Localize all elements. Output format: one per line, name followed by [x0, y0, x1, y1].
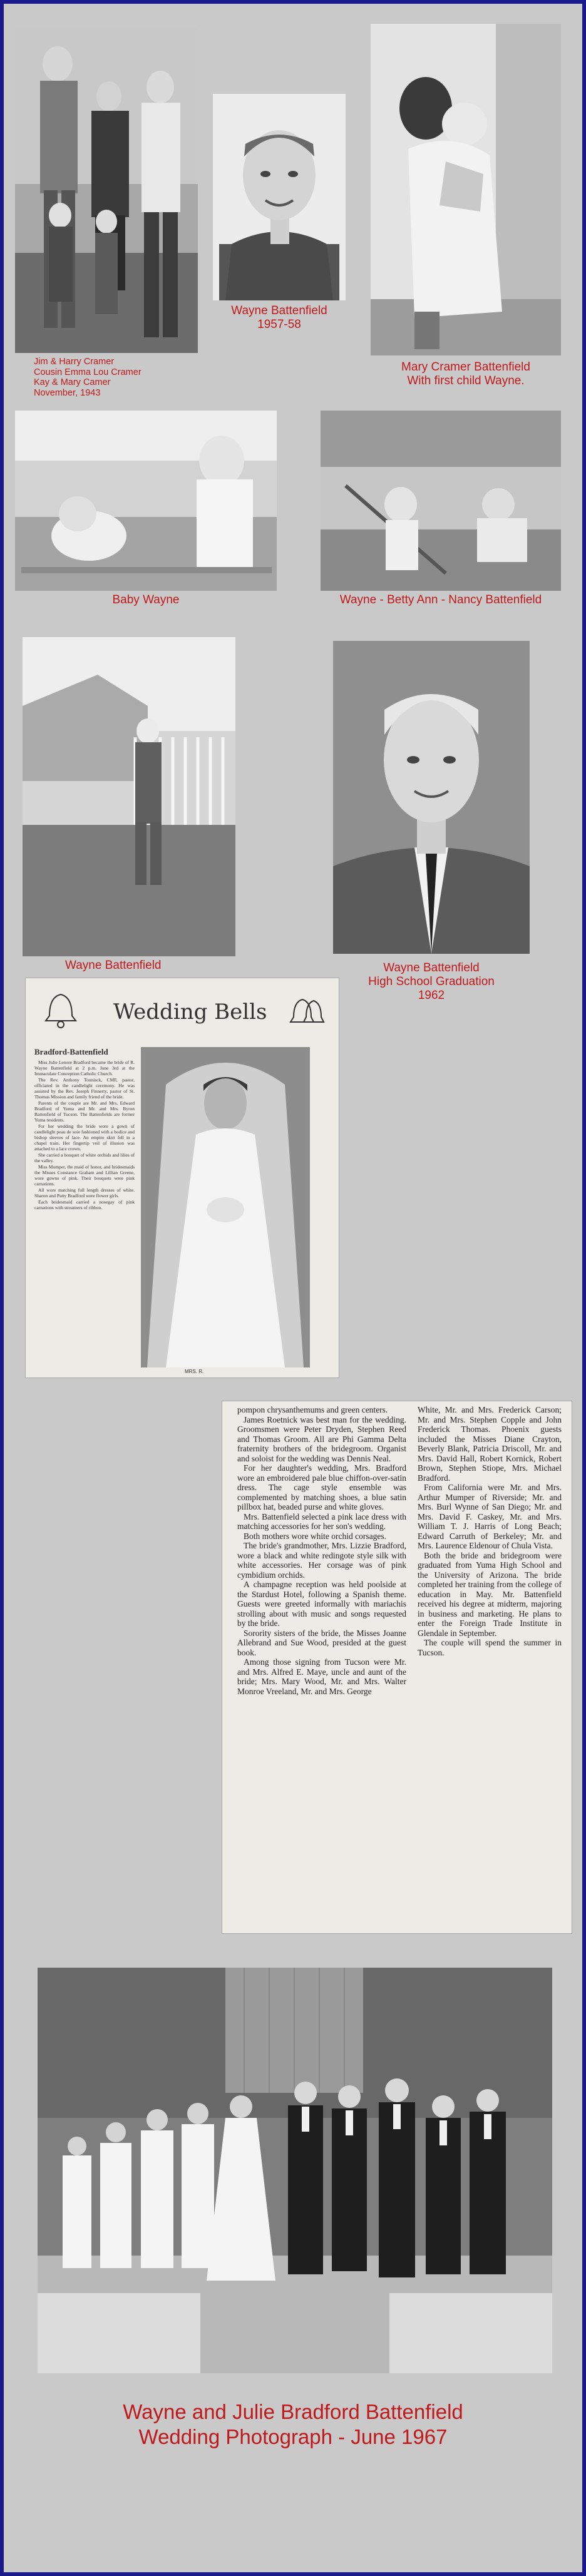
clipping-column-1 — [237, 1405, 406, 1696]
clipping-left-text — [34, 1060, 135, 1211]
bell-icon — [43, 991, 78, 1030]
wayne-overalls-photo — [23, 637, 235, 956]
clipping-column-2 — [418, 1405, 562, 1657]
caption-line: Wedding Photograph - June 1967 — [138, 2425, 448, 2448]
clipping-paragraph: Parents of the couple are Mr. and Mrs. Edward Bradford of Yuma and Mr. and Mrs. Byron Battenfield of Tucson. The Battenfields are former Yuma residents. — [34, 1100, 135, 1123]
caption-line: Wayne - Betty Ann - Nancy Battenfield — [339, 593, 542, 606]
clipping-paragraph: Among those signing from Tucson were Mr. and Mrs. Alfred E. Maye, uncle and aunt of the bride; Mrs. Mary Wood, Mr. and Mrs. Walter Monroe Vreeland, Mr. and Mrs. George — [237, 1657, 406, 1696]
wayne-graduation-portrait — [333, 641, 530, 954]
caption-line: Jim & Harry Cramer — [34, 357, 115, 367]
caption-line: Wayne and Julie Bradford Battenfield — [123, 2400, 463, 2423]
wayne-1957-portrait — [213, 94, 346, 300]
clipping-paragraph: Both the bride and bridegroom were graduated from Yuma High School and the University of Arizona. The bride completed her training from the college of education in May. Mr. Battenfield received his degree at midterm, majoring in business and marketing. He plans to enter the Foreign Trade Institute in Glendale in September. — [418, 1550, 562, 1638]
clipping-paragraph: Mrs. Battenfield selected a pink lace dress with matching accessories for her son's wedding. — [237, 1511, 406, 1531]
wedding-clipping-left — [25, 978, 339, 1378]
caption-mary-baby — [371, 360, 561, 388]
family-group-photo — [15, 28, 198, 353]
caption-line: Cousin Emma Lou Cramer — [34, 367, 141, 377]
bell-icon — [289, 994, 326, 1032]
caption-line: Wayne Battenfield — [65, 959, 162, 972]
caption-line: With first child Wayne. — [407, 374, 525, 387]
clipping-paragraph: White, Mr. and Mrs. Frederick Carson; Mr. and Mrs. Stephen Copple and John Frederick Thomas. Phoenix guests included the Misses Diane Crayton, Beverly Blank, Patricia Driscoll, Mr. and Mrs. David Hall, Robert Kornick, Robert Brown, Stephen Stiope, Mrs. Michael Bradford. — [418, 1405, 562, 1483]
clipping-paragraph: All wore matching full length dresses of white. Sharon and Patty Bradford were flower girls. — [34, 1187, 135, 1199]
clipping-paragraph: The Rev. Anthony Tonnisck, CMF, pastor, officiated in the candlelight ceremony. He was assisted by the Rev. Joseph Finnerty, pastor of St. Thomas Mission and family friend of the bride. — [34, 1077, 135, 1100]
caption-wayne-overalls — [23, 959, 259, 973]
caption-family-group — [34, 357, 184, 399]
caption-wayne-graduation — [333, 961, 530, 1003]
wedding-group-photo — [38, 1968, 552, 2373]
clipping-paragraph: James Roetnick was best man for the wedding. Groomsmen were Peter Dryden, Stephen Reed and Thomas Groom. All are Phi Gamma Delta fraternity brothers of the bridegroom. Organist and soloist for the wedding was Dennis Neal. — [237, 1414, 406, 1463]
caption-baby-wayne — [15, 593, 277, 607]
clipping-paragraph: A champagne reception was held poolside at the Stardust Hotel, following a Spanish theme. Guests were greeted informally with mariachis strolling about with music and songs requested by the bride. — [237, 1580, 406, 1628]
caption-siblings — [321, 593, 561, 607]
clipping-headline: Bradford-Battenfield — [34, 1047, 108, 1056]
clipping-paragraph: She carried a bouquet of white orchids and lilies of the valley. — [34, 1152, 135, 1163]
clipping-paragraph: Miss Julie Lenore Bradford became the bride of R. Wayne Battenfield at 2 p.m. June 3rd at the Immaculate Conception Catholic Church. — [34, 1060, 135, 1076]
photo-credit: MRS. R. — [185, 1369, 204, 1374]
wedding-clipping-columns — [222, 1401, 572, 1934]
clipping-paragraph: pompon chrysanthemums and green centers. — [237, 1405, 388, 1414]
clipping-paragraph: From California were Mr. and Mrs. Arthur Mumper of Riverside; Mr. and Mrs. Burl Wynne of San Diego; Mr. and Mrs. David F. Caskey, Mr. and Mrs. William T. J. Harris of Long Beach; Edward Carruth of Berkeley; Mr. and Mrs. Laurence Eldenour of Chula Vista. — [418, 1483, 562, 1550]
clipping-banner: Wedding Bells — [113, 999, 267, 1025]
caption-line: Mary Cramer Battenfield — [401, 360, 530, 374]
clipping-paragraph: Both mothers wore white orchid corsages. — [244, 1531, 386, 1541]
clipping-paragraph: The bride's grandmother, Mrs. Lizzie Bradford, wore a black and white redingote style silk with white accessories. Her corsage was of pink cymbidium orchids. — [237, 1541, 406, 1580]
caption-wedding-photo — [25, 2400, 561, 2449]
mary-with-baby-photo — [371, 24, 561, 355]
clipping-paragraph: Miss Mumper, the maid of honor, and bridesmaids the Misses Constance Graham and Lillian Greene, wore gowns of pink. Their bouquets were pink carnations. — [34, 1164, 135, 1187]
clipping-paragraph: Sorority sisters of the bride, the Misses Joanne Allebrand and Sue Wood, presided at the guest book. — [237, 1628, 406, 1657]
siblings-photo — [321, 411, 561, 591]
caption-wayne-1957 — [213, 304, 346, 332]
bride-portrait — [141, 1047, 310, 1367]
caption-line: Kay & Mary Camer — [34, 377, 111, 388]
baby-wayne-photo — [15, 411, 277, 591]
caption-line: 1957-58 — [257, 317, 301, 331]
clipping-paragraph: Each bridesmaid carried a nosegay of pink carnations with streamers of ribbon. — [34, 1199, 135, 1210]
clipping-paragraph: The couple will spend the summer in Tucson. — [418, 1638, 562, 1657]
caption-line: Baby Wayne — [112, 593, 180, 606]
clipping-paragraph: For her wedding the bride wore a gown of candlelight peau de soie fashioned with a bodice and bishop sleeves of lace. An empire skirt fell in a chapel train. Her fingertip veil of illusion was attached to a lace crown. — [34, 1123, 135, 1152]
caption-line: 1962 — [418, 988, 445, 1002]
caption-line: High School Graduation — [368, 974, 495, 988]
caption-line: November, 1943 — [34, 388, 101, 399]
clipping-paragraph: For her daughter's wedding, Mrs. Bradford wore an embroidered pale blue chiffon-over-satin dress. The cage style ensemble was complemented by matching shoes, a blue satin pillbox hat, beaded purse and white gloves. — [237, 1463, 406, 1511]
caption-line: Wayne Battenfield — [231, 304, 327, 317]
caption-line: Wayne Battenfield — [383, 961, 480, 974]
